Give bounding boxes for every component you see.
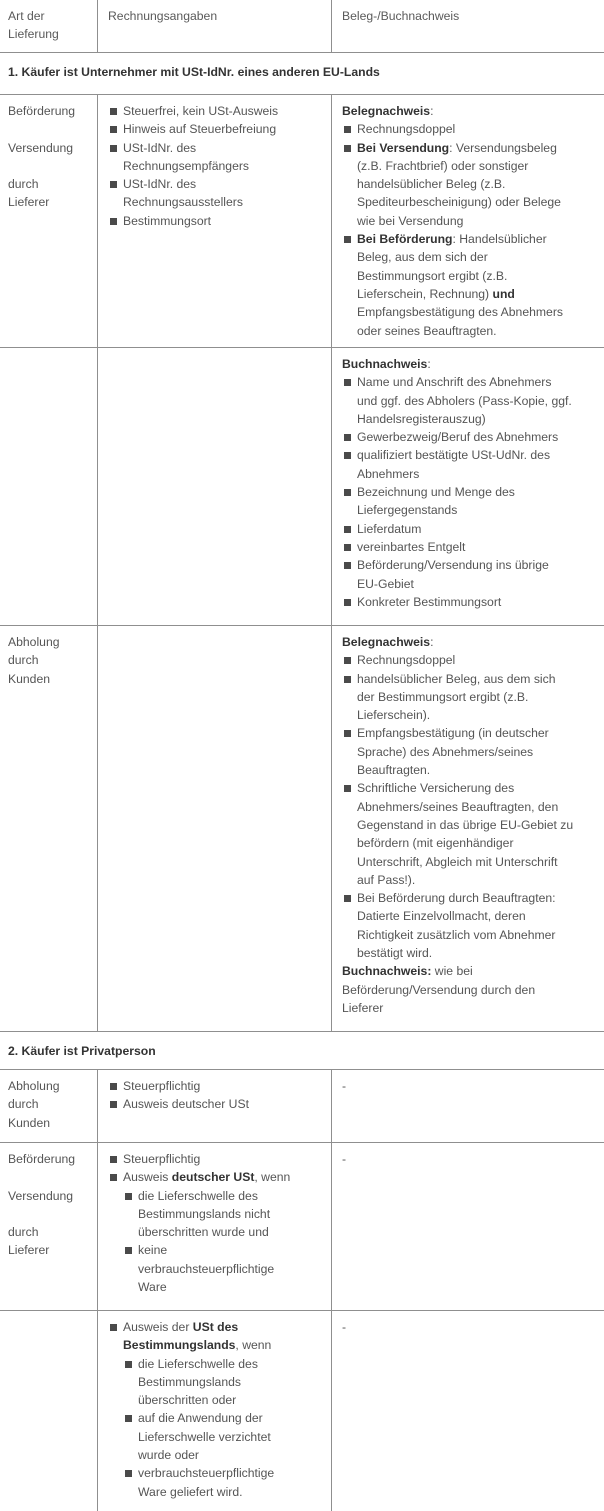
list-item: Konkreter Bestimmungsort xyxy=(342,593,604,611)
list-item: Rechnungsdoppel xyxy=(342,651,604,669)
art-cell: Beförderung Versendung durch Lieferer xyxy=(8,104,76,210)
table-row xyxy=(0,626,604,1032)
header-art-der-lieferung: Art der Lieferung xyxy=(8,9,59,42)
list-item: Ausweis der USt des Bestimmungslands, wenn die Lieferschwelle des Bestimmungslands überschritten oder auf die Anwendung der Lieferschwelle verzichtet wurde oder verbrauchsteuerpflichtige Ware geliefert wird. xyxy=(108,1318,331,1501)
list-item: Empfangsbestätigung (in deutscher Sprache) des Abnehmers/seines Beauftragten. xyxy=(342,724,604,779)
buchnachweis-heading: Buchnachweis xyxy=(342,357,428,371)
list-item: Steuerpflichtig xyxy=(108,1150,331,1168)
beleg-cell: - xyxy=(331,1143,604,1310)
list-item: Bestimmungsort xyxy=(108,212,331,230)
list-item: Ausweis deutscher USt xyxy=(108,1095,331,1113)
table-header-row xyxy=(0,0,604,53)
art-cell: Abholung durch Kunden xyxy=(8,1079,60,1130)
table-row xyxy=(0,95,604,348)
sub-list-item: verbrauchsteuerpflichtige Ware geliefert wird. xyxy=(123,1464,331,1501)
list-item: USt-IdNr. des Rechnungsempfängers xyxy=(108,139,331,176)
table-row xyxy=(0,1070,604,1143)
list-item: handelsüblicher Beleg, aus dem sich der Bestimmungsort ergibt (z.B. Lieferschein). xyxy=(342,670,604,725)
beleg-cell: - xyxy=(331,1070,604,1142)
table-row xyxy=(0,348,604,626)
list-item: qualifiziert bestätigte USt-UdNr. des Abnehmers xyxy=(342,446,604,483)
belegnachweis-heading: Belegnachweis xyxy=(342,104,431,118)
belegnachweis-cell: Belegnachweis: Rechnungsdoppel Bei Versendung: Versendungsbeleg (z.B. Frachtbrief) oder sonstiger handelsüblicher Beleg (z.B. Spediteurbescheinigung) oder Belege wie bei Versendung Bei Beförderung: Handelsüblicher Beleg, aus dem sich der Bestimmungsort ergibt (z.B. Lieferschein, Rechnung) und Empfangsbestätigung des Abnehmers oder seines Beauftragten. xyxy=(331,95,604,347)
sub-list-item: die Lieferschwelle des Bestimmungslands nicht überschritten wurde und xyxy=(123,1187,331,1242)
list-item: Steuerpflichtig xyxy=(108,1077,331,1095)
art-cell: Beförderung Versendung durch Lieferer xyxy=(8,1152,76,1258)
sub-list-item: auf die Anwendung der Lieferschwelle verzichtet wurde oder xyxy=(123,1409,331,1464)
list-item: Lieferdatum xyxy=(342,520,604,538)
list-item: vereinbartes Entgelt xyxy=(342,538,604,556)
list-item: Ausweis deutscher USt, wenn die Lieferschwelle des Bestimmungslands nicht überschritten wurde und keine verbrauchsteuerpflichtige Ware xyxy=(108,1168,331,1296)
rechnungsangaben-cell xyxy=(97,626,331,1031)
art-cell xyxy=(0,348,97,625)
buchnachweis-cell: Buchnachweis: Name und Anschrift des Abnehmers und ggf. des Abholers (Pass-Kopie, ggf. Handelsregisterauszug) Gewerbezweig/Beruf des Abnehmers qualifiziert bestätigte USt-UdNr. des Abnehmers Bezeichnung und Menge des Liefergegenstands Lieferdatum vereinbartes Entgelt Beförderung/Versendung ins übrige EU-Gebiet Konkreter Bestimmungsort xyxy=(331,348,604,625)
list-item: Bezeichnung und Menge des Liefergegenstands xyxy=(342,483,604,520)
table-row xyxy=(0,1143,604,1311)
list-item: Bei Beförderung: Handelsüblicher Beleg, aus dem sich der Bestimmungsort ergibt (z.B. Lieferschein, Rechnung) und Empfangsbestätigung des Abnehmers oder seines Beauftragten. xyxy=(342,230,604,340)
list-item: Steuerfrei, kein USt-Ausweis xyxy=(108,102,331,120)
rechnungsangaben-cell xyxy=(97,1143,331,1310)
header-beleg-buchnachweis: Beleg-/Buchnachweis xyxy=(331,0,604,52)
list-item: Rechnungsdoppel xyxy=(342,120,604,138)
buchnachweis-heading: Buchnachweis: xyxy=(342,964,432,979)
list-item: Bei Beförderung durch Beauftragten: Datierte Einzelvollmacht, deren Richtigkeit zusätzlich vom Abnehmer bestätigt wird. xyxy=(342,889,604,962)
art-cell xyxy=(0,1311,97,1511)
list-item: Name und Anschrift des Abnehmers und ggf. des Abholers (Pass-Kopie, ggf. Handelsregisterauszug) xyxy=(342,373,604,428)
sub-list-item: die Lieferschwelle des Bestimmungslands überschritten oder xyxy=(123,1355,331,1410)
art-cell: Abholung durch Kunden xyxy=(8,635,60,686)
header-rechnungsangaben: Rechnungsangaben xyxy=(97,0,331,52)
rechnungsangaben-cell xyxy=(97,1070,331,1142)
list-item: USt-IdNr. des Rechnungsausstellers xyxy=(108,175,331,212)
section-2-title: 2. Käufer ist Privatperson xyxy=(0,1032,604,1070)
belegnachweis-heading: Belegnachweis xyxy=(342,635,431,649)
list-item: Beförderung/Versendung ins übrige EU-Gebiet xyxy=(342,556,604,593)
rechnungsangaben-cell xyxy=(97,95,331,347)
belegnachweis-cell: Belegnachweis: Rechnungsdoppel handelsüblicher Beleg, aus dem sich der Bestimmungsort ergibt (z.B. Lieferschein). Empfangsbestätigung (in deutscher Sprache) des Abnehmers/seines Beauftragten. Schriftliche Versicherung des Abnehmers/seines Beauftragten, den Gegenstand in das übrige EU-Gebiet zu befördern (mit eigenhändiger Unterschrift, Abgleich mit Unterschrift auf Pass!). Bei Beförderung durch Beauftragten: Datierte Einzelvollmacht, deren Richtigkeit zusätzlich vom Abnehmer bestätigt wird. Buchnachweis: wie bei Beförderung/Versendung durch den Lieferer xyxy=(331,626,604,1031)
table-row xyxy=(0,1311,604,1511)
section-1-title: 1. Käufer ist Unternehmer mit USt-IdNr. eines anderen EU-Lands xyxy=(0,53,604,95)
rechnungsangaben-cell xyxy=(97,1311,331,1511)
sub-list-item: keine verbrauchsteuerpflichtige Ware xyxy=(123,1241,331,1296)
list-item: Gewerbezweig/Beruf des Abnehmers xyxy=(342,428,604,446)
list-item: Bei Versendung: Versendungsbeleg (z.B. Frachtbrief) oder sonstiger handelsüblicher Beleg (z.B. Spediteurbescheinigung) oder Belege wie bei Versendung xyxy=(342,139,604,230)
list-item: Schriftliche Versicherung des Abnehmers/seines Beauftragten, den Gegenstand in das übrige EU-Gebiet zu befördern (mit eigenhändiger Unterschrift, Abgleich mit Unterschrift auf Pass!). xyxy=(342,779,604,889)
list-item: Hinweis auf Steuerbefreiung xyxy=(108,120,331,138)
rechnungsangaben-cell xyxy=(97,348,331,625)
beleg-cell: - xyxy=(331,1311,604,1511)
